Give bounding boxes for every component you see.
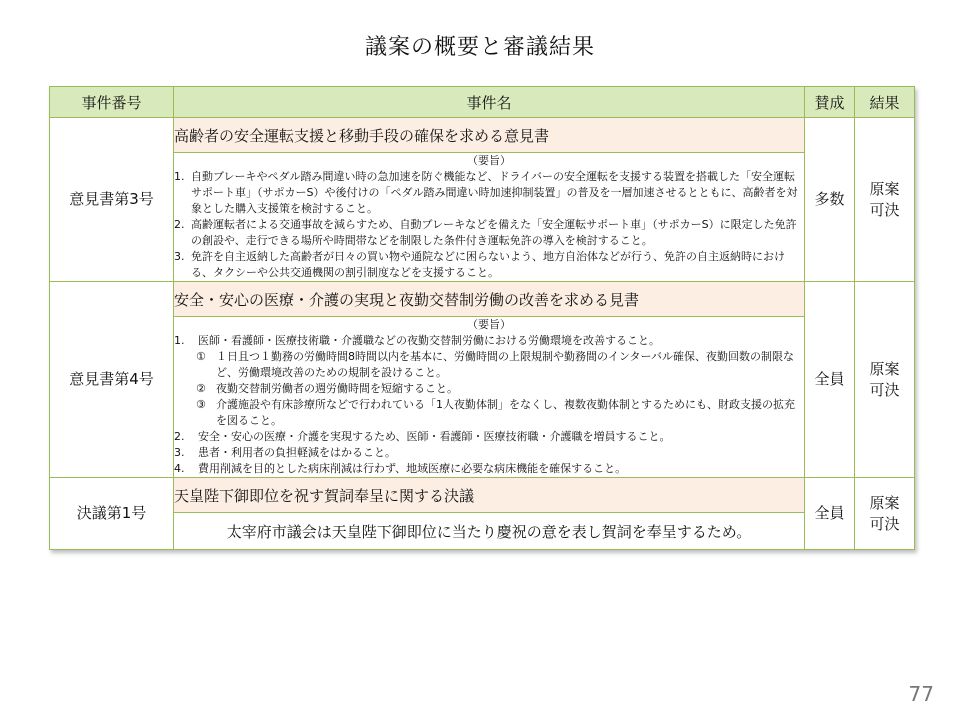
list-item — [174, 169, 804, 217]
item-text: 医師・看護師・医療技術職・介護職などの夜勤交替制労働における労働環境を改善すること。 — [198, 334, 660, 347]
gist-label: （要旨） — [467, 318, 511, 331]
item-text: 安全・安心の医療・介護を実現するため、医師・看護師・医療技術職・介護職を増員すること。 — [198, 430, 671, 443]
page-title: 議案の概要と審議結果 — [364, 35, 595, 60]
sub-item — [174, 381, 804, 397]
list-item — [174, 461, 804, 477]
list-item — [174, 429, 804, 445]
result-line-1: 原案 — [869, 359, 900, 378]
result-line-1: 原案 — [869, 493, 900, 512]
row-subject: 安全・安心の医療・介護の実現と夜勤交替制労働の改善を求める見書 — [174, 282, 805, 317]
item-marker: 1. — [174, 334, 185, 347]
row-detail — [174, 317, 805, 478]
item-marker: 4. — [174, 462, 185, 475]
list-item — [174, 445, 804, 461]
result-line-2: 可決 — [869, 200, 900, 219]
row-body: 太宰府市議会は天皇陛下御即位に当たり慶祝の意を表し賀詞を奉呈するため。 — [174, 513, 805, 550]
table-row — [50, 478, 915, 513]
item-text: 患者・利用者の負担軽減をはかること。 — [198, 446, 396, 459]
item-text: 高齢運転者による交通事故を減らすため、自動ブレーキなどを備えた「安全運転サポート車」（サポカーS）に限定した免許の創設や、走行できる場所や時間帯などを制限した条件付き運転免許の導入を検討すること。 — [191, 218, 797, 247]
result-line-2: 可決 — [869, 514, 900, 533]
item-marker: 2. — [174, 218, 185, 231]
row-result — [855, 478, 915, 550]
row-result — [855, 282, 915, 478]
row-number: 決議第1号 — [50, 478, 174, 550]
item-text: 費用削減を目的とした病床削減は行わず、地域医療に必要な病床機能を確保すること。 — [198, 462, 627, 475]
sub-item — [174, 397, 804, 429]
result-line-2: 可決 — [869, 380, 900, 399]
list-item — [174, 217, 804, 249]
item-text: 免許を自主返納した高齢者が日々の買い物や通院などに困らないよう、地方自治体などが行う、免許の自主返納時における、タクシーや公共交通機関の割引制度などを支援すること。 — [191, 250, 785, 279]
resolution-table — [49, 86, 915, 550]
table-row-detail — [50, 513, 915, 550]
table-row — [50, 118, 915, 153]
gist-label: （要旨） — [467, 154, 511, 167]
result-line-1: 原案 — [869, 179, 900, 198]
row-subject: 高齢者の安全運転支援と移動手段の確保を求める意見書 — [174, 118, 805, 153]
item-marker: 1. — [174, 170, 185, 183]
list-item — [174, 333, 804, 349]
sub-item — [174, 349, 804, 381]
table-row-detail — [50, 317, 915, 478]
header-number: 事件番号 — [50, 87, 174, 118]
sub-item-text: １日且つ１勤務の労働時間8時間以内を基本に、労働時間の上限規制や勤務間のインターバル確保、夜勤回数の制限など、労働環境改善のための規制を設けること。 — [216, 350, 795, 379]
sub-item-marker: ② — [196, 382, 206, 395]
row-vote: 多数 — [805, 118, 855, 282]
header-name: 事件名 — [174, 87, 805, 118]
item-marker: 3. — [174, 446, 185, 459]
page-number: 77 — [908, 682, 934, 706]
sub-item-text: 夜勤交替制労働者の週労働時間を短縮すること。 — [216, 382, 458, 395]
table-row-detail — [50, 153, 915, 282]
row-subject: 天皇陛下御即位を祝す賀詞奉呈に関する決議 — [174, 478, 805, 513]
table-header-row — [50, 87, 915, 118]
row-number: 意見書第3号 — [50, 118, 174, 282]
header-vote: 賛成 — [805, 87, 855, 118]
row-vote: 全員 — [805, 478, 855, 550]
item-text: 自動ブレーキやペダル踏み間違い時の急加速を防ぐ機能など、ドライバーの安全運転を支援する装置を搭載した「安全運転サポート車」（サポカーS）や後付けの「ペダル踏み間違い時加速抑制装置」の普及を一層加速させるとともに、高齢者を対象とした購入支援策を検討すること。 — [191, 170, 798, 215]
header-result: 結果 — [855, 87, 915, 118]
row-vote: 全員 — [805, 282, 855, 478]
sub-item-marker: ③ — [196, 398, 206, 411]
sub-item-marker: ① — [196, 350, 206, 363]
item-marker: 3. — [174, 250, 185, 263]
table-row — [50, 282, 915, 317]
row-detail — [174, 153, 805, 282]
row-result — [855, 118, 915, 282]
sub-item-text: 介護施設や有床診療所などで行われている「1人夜勤体制」をなくし、複数夜勤体制とするためにも、財政支援の拡充を図ること。 — [216, 398, 795, 427]
item-marker: 2. — [174, 430, 185, 443]
row-number: 意見書第4号 — [50, 282, 174, 478]
list-item — [174, 249, 804, 281]
